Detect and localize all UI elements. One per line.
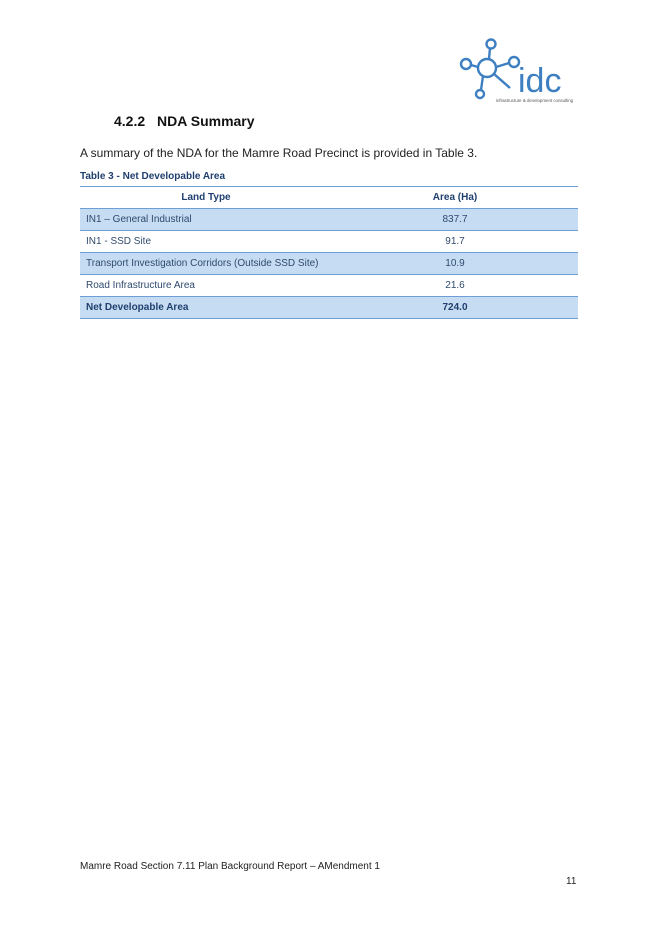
- table-row: [80, 231, 578, 253]
- table-caption: Table 3 - Net Developable Area: [80, 171, 226, 182]
- cell-area: 10.9: [332, 253, 578, 275]
- cell-area: 837.7: [332, 209, 578, 231]
- section-heading: [114, 113, 255, 129]
- logo-tagline: infrastructure & development consulting: [496, 98, 574, 103]
- cell-land-type: Transport Investigation Corridors (Outside SSD Site): [80, 253, 332, 275]
- section-number: 4.2.2: [114, 113, 146, 129]
- table-total-row: [80, 297, 578, 319]
- cell-total-label: Net Developable Area: [80, 297, 332, 319]
- footer-text: Mamre Road Section 7.11 Plan Background Report – AMendment 1: [80, 861, 380, 872]
- cell-area: 21.6: [332, 275, 578, 297]
- table-row: [80, 275, 578, 297]
- cell-total-area: 724.0: [332, 297, 578, 319]
- intro-paragraph: A summary of the NDA for the Mamre Road Precinct is provided in Table 3.: [80, 146, 478, 160]
- section-title: NDA Summary: [157, 113, 255, 129]
- header-area: Area (Ha): [332, 187, 578, 209]
- cell-land-type: IN1 - SSD Site: [80, 231, 332, 253]
- table-row: [80, 253, 578, 275]
- cell-area: 91.7: [332, 231, 578, 253]
- logo-wordmark: idc: [518, 62, 562, 100]
- table-row: [80, 209, 578, 231]
- cell-land-type: IN1 – General Industrial: [80, 209, 332, 231]
- idc-logo: [456, 36, 580, 104]
- table-header-row: [80, 187, 578, 209]
- nda-table: [80, 186, 578, 319]
- header-land-type: Land Type: [80, 187, 332, 209]
- page-number: 11: [566, 876, 577, 887]
- cell-land-type: Road Infrastructure Area: [80, 275, 332, 297]
- network-hub-icon: [456, 36, 580, 104]
